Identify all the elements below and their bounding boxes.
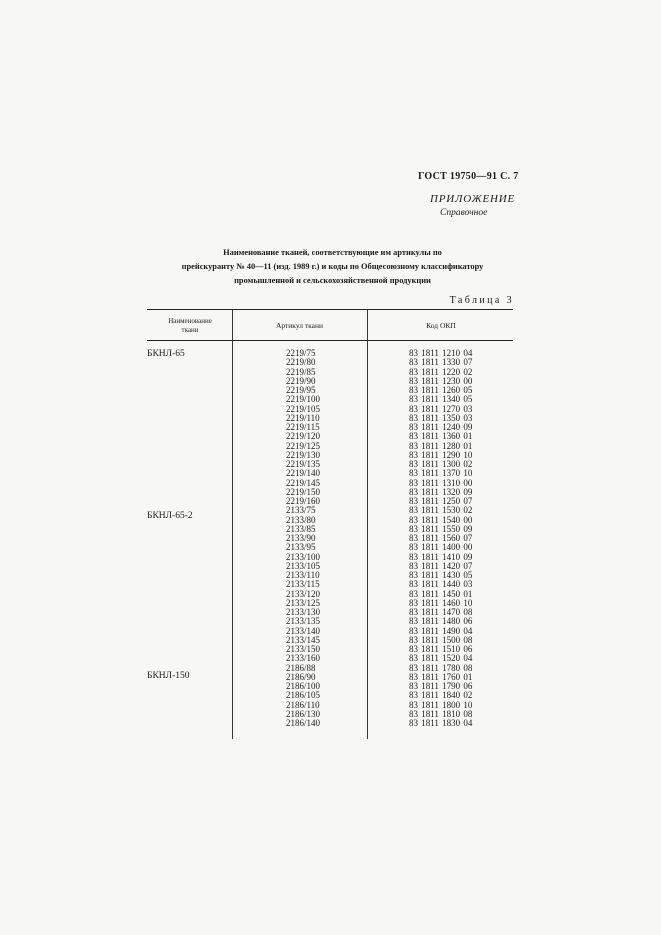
fabric-group-label: БКНЛ-65 bbox=[147, 349, 185, 359]
okp-code-cell: 83 1811 1800 10 bbox=[409, 699, 473, 710]
table-row bbox=[0, 358, 661, 367]
okp-code-cell: 83 1811 1560 07 bbox=[409, 533, 473, 543]
table-row bbox=[0, 368, 661, 377]
okp-code-cell: 83 1811 1470 08 bbox=[409, 607, 473, 617]
standard-header: ГОСТ 19750—91 С. 7 bbox=[418, 171, 519, 182]
column-header-article: Артикул ткани bbox=[275, 321, 324, 330]
article-cell: 2133/145 bbox=[286, 634, 321, 645]
article-cell: 2219/110 bbox=[286, 412, 320, 423]
table-row bbox=[0, 534, 661, 543]
caption-line: прейскуранту № 40—11 (изд. 1989 г.) и коды по Общесоюзному классификатору bbox=[181, 262, 484, 271]
okp-code-cell: 83 1811 1780 08 bbox=[409, 662, 473, 673]
table-row bbox=[0, 645, 661, 654]
okp-code-cell: 83 1811 1220 02 bbox=[409, 366, 473, 377]
okp-code-cell: 83 1811 1430 05 bbox=[409, 570, 473, 580]
table-row bbox=[0, 423, 661, 432]
article-cell: 2186/110 bbox=[286, 699, 320, 710]
table-row bbox=[0, 432, 661, 441]
article-cell: 2133/125 bbox=[286, 597, 321, 608]
okp-code-cell: 83 1811 1530 02 bbox=[409, 505, 473, 516]
annex-title: ПРИЛОЖЕНИЕ bbox=[430, 193, 515, 205]
table-row bbox=[0, 506, 661, 515]
okp-code-cell: 83 1811 1350 03 bbox=[409, 412, 473, 423]
table-row bbox=[0, 590, 661, 599]
okp-code-cell: 83 1811 1230 00 bbox=[409, 375, 473, 386]
table-top-rule bbox=[147, 309, 513, 310]
article-cell: 2219/140 bbox=[286, 468, 321, 479]
article-cell: 2219/105 bbox=[286, 403, 321, 414]
table-row bbox=[0, 627, 661, 636]
okp-code-cell: 83 1811 1810 08 bbox=[409, 708, 473, 719]
okp-code-cell: 83 1811 1490 04 bbox=[409, 625, 473, 636]
article-cell: 2219/85 bbox=[286, 366, 316, 377]
okp-code-cell: 83 1811 1360 01 bbox=[409, 431, 473, 442]
okp-code-cell: 83 1811 1760 01 bbox=[409, 671, 473, 682]
table-row bbox=[0, 349, 661, 358]
table-row bbox=[0, 580, 661, 589]
table-row bbox=[0, 701, 661, 710]
table-row bbox=[0, 386, 661, 395]
article-cell: 2186/90 bbox=[286, 671, 316, 682]
table-row bbox=[0, 571, 661, 580]
okp-code-cell: 83 1811 1280 01 bbox=[409, 440, 473, 451]
okp-code-cell: 83 1811 1500 08 bbox=[409, 634, 473, 645]
article-cell: 2133/105 bbox=[286, 560, 321, 571]
fabric-group-label: БКНЛ-150 bbox=[147, 671, 190, 681]
table-body bbox=[0, 349, 661, 728]
okp-code-cell: 83 1811 1420 07 bbox=[409, 560, 473, 571]
okp-code-cell: 83 1811 1340 05 bbox=[409, 394, 473, 405]
table-row bbox=[0, 562, 661, 571]
caption-line: Наименование тканей, соответствующие им артикулы по bbox=[223, 248, 442, 257]
article-cell: 2133/120 bbox=[286, 588, 321, 599]
article-cell: 2133/150 bbox=[286, 644, 321, 654]
okp-code-cell: 83 1811 1520 04 bbox=[409, 653, 473, 664]
table-row bbox=[0, 654, 661, 663]
table-row bbox=[0, 673, 661, 682]
table-row bbox=[0, 516, 661, 525]
article-cell: 2219/80 bbox=[286, 357, 316, 368]
table-row bbox=[0, 469, 661, 478]
okp-code-cell: 83 1811 1310 00 bbox=[409, 477, 473, 488]
okp-code-cell: 83 1811 1790 06 bbox=[409, 681, 473, 691]
annex-subtitle: Справочное bbox=[440, 208, 488, 218]
article-cell: 2219/130 bbox=[286, 449, 321, 460]
article-cell: 2133/115 bbox=[286, 579, 320, 590]
okp-code-cell: 83 1811 1480 06 bbox=[409, 616, 473, 627]
article-cell: 2219/95 bbox=[286, 385, 316, 395]
table-row bbox=[0, 719, 661, 728]
okp-code-cell: 83 1811 1830 04 bbox=[409, 718, 473, 728]
okp-code-cell: 83 1811 1510 06 bbox=[409, 644, 473, 654]
article-cell: 2133/95 bbox=[286, 542, 316, 553]
article-cell: 2133/80 bbox=[286, 514, 316, 525]
okp-code-cell: 83 1811 1410 09 bbox=[409, 551, 473, 562]
okp-code-cell: 83 1811 1240 09 bbox=[409, 422, 473, 432]
article-cell: 2219/115 bbox=[286, 422, 320, 432]
column-header-code: Код ОКП bbox=[426, 321, 456, 330]
article-cell: 2219/135 bbox=[286, 459, 321, 469]
column-header-line: ткани bbox=[181, 326, 199, 334]
article-cell: 2133/110 bbox=[286, 570, 320, 580]
table-row bbox=[0, 442, 661, 451]
article-cell: 2133/75 bbox=[286, 505, 316, 516]
article-cell: 2219/150 bbox=[286, 486, 321, 497]
table-row bbox=[0, 414, 661, 423]
article-cell: 2219/160 bbox=[286, 496, 321, 506]
article-cell: 2219/100 bbox=[286, 394, 321, 405]
okp-code-cell: 83 1811 1440 03 bbox=[409, 579, 473, 590]
okp-code-cell: 83 1811 1370 10 bbox=[409, 468, 473, 479]
caption-line: промышленной и сельскохозяйственной продукции bbox=[234, 276, 431, 285]
article-cell: 2186/88 bbox=[286, 662, 316, 673]
article-cell: 2133/135 bbox=[286, 616, 321, 627]
table-row bbox=[0, 608, 661, 617]
okp-code-cell: 83 1811 1840 02 bbox=[409, 690, 473, 701]
article-cell: 2133/100 bbox=[286, 551, 321, 562]
article-cell: 2219/90 bbox=[286, 375, 316, 386]
okp-code-cell: 83 1811 1550 09 bbox=[409, 523, 473, 534]
okp-code-cell: 83 1811 1290 10 bbox=[409, 449, 473, 460]
okp-code-cell: 83 1811 1270 03 bbox=[409, 403, 473, 414]
column-header-name bbox=[150, 317, 230, 335]
article-cell: 2186/100 bbox=[286, 681, 321, 691]
table-row bbox=[0, 488, 661, 497]
article-cell: 2133/130 bbox=[286, 607, 321, 617]
article-cell: 2219/75 bbox=[286, 348, 316, 358]
okp-code-cell: 83 1811 1450 01 bbox=[409, 588, 473, 599]
column-header-line: Наименование bbox=[168, 317, 212, 325]
okp-code-cell: 83 1811 1400 00 bbox=[409, 542, 473, 553]
okp-code-cell: 83 1811 1300 02 bbox=[409, 459, 473, 469]
table-row bbox=[0, 460, 661, 469]
table-row bbox=[0, 543, 661, 552]
table-row bbox=[0, 451, 661, 460]
table-row bbox=[0, 617, 661, 626]
okp-code-cell: 83 1811 1320 09 bbox=[409, 486, 473, 497]
article-cell: 2219/125 bbox=[286, 440, 321, 451]
table-header-rule bbox=[147, 340, 513, 341]
table-row bbox=[0, 395, 661, 404]
article-cell: 2133/85 bbox=[286, 523, 316, 534]
table-row bbox=[0, 377, 661, 386]
table-caption bbox=[140, 246, 525, 288]
table-number: Таблица 3 bbox=[449, 295, 514, 306]
table-row bbox=[0, 553, 661, 562]
article-cell: 2219/145 bbox=[286, 477, 321, 488]
fabric-group-label: БКНЛ-65-2 bbox=[147, 511, 193, 521]
table-row bbox=[0, 479, 661, 488]
okp-code-cell: 83 1811 1250 07 bbox=[409, 496, 473, 506]
table-row bbox=[0, 525, 661, 534]
okp-code-cell: 83 1811 1210 04 bbox=[409, 348, 473, 358]
okp-code-cell: 83 1811 1460 10 bbox=[409, 597, 473, 608]
article-cell: 2133/160 bbox=[286, 653, 321, 664]
table-row bbox=[0, 599, 661, 608]
article-cell: 2133/90 bbox=[286, 533, 316, 543]
table-row bbox=[0, 682, 661, 691]
table-row bbox=[0, 636, 661, 645]
okp-code-cell: 83 1811 1330 07 bbox=[409, 357, 473, 368]
article-cell: 2186/105 bbox=[286, 690, 321, 701]
table-row bbox=[0, 710, 661, 719]
article-cell: 2133/140 bbox=[286, 625, 321, 636]
article-cell: 2186/140 bbox=[286, 718, 321, 728]
article-cell: 2186/130 bbox=[286, 708, 321, 719]
article-cell: 2219/120 bbox=[286, 431, 321, 442]
okp-code-cell: 83 1811 1540 00 bbox=[409, 514, 473, 525]
okp-code-cell: 83 1811 1260 05 bbox=[409, 385, 473, 395]
table-row bbox=[0, 691, 661, 700]
table-row bbox=[0, 405, 661, 414]
table-row bbox=[0, 664, 661, 673]
table-row bbox=[0, 497, 661, 506]
